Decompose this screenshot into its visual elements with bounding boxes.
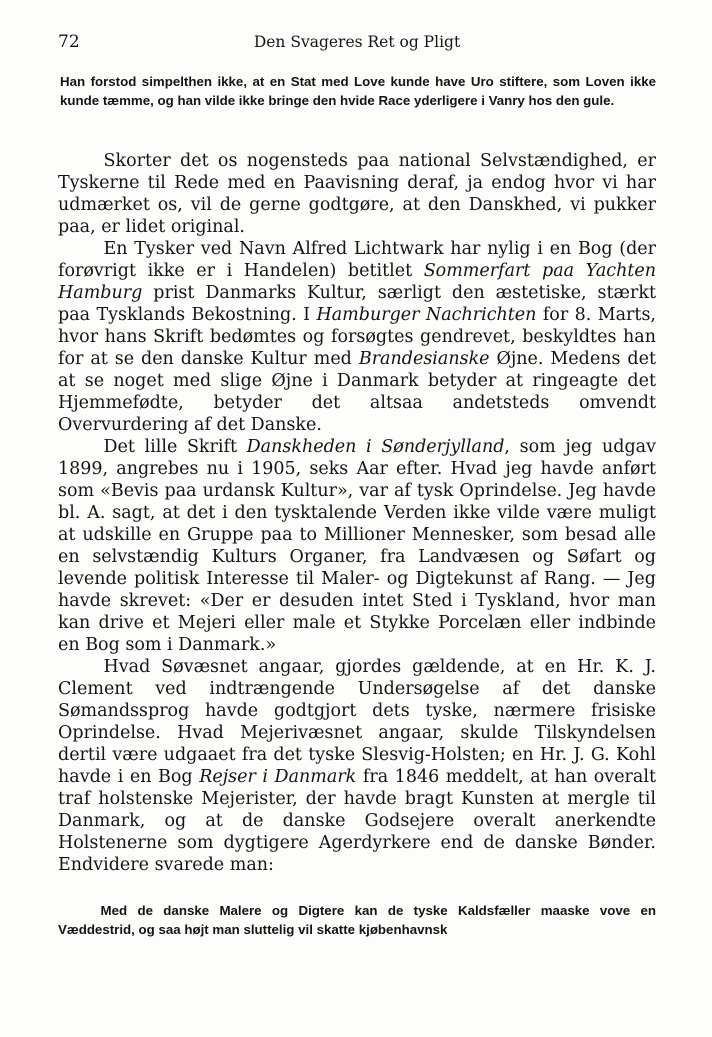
intro-paragraph: Han forstod simpelthen ikke, at en Stat med Love kunde have Uro stiftere, som Loven ikke kunde tæmme, og han vilde ikke bringe den hvide Race yderligere i Vanry hos den gule. bbox=[60, 74, 656, 108]
page-number: 72 bbox=[58, 32, 80, 52]
book-title-danskheden: Danskheden i Sønderjylland bbox=[246, 437, 505, 457]
italic-brandesianske: Brandesianske bbox=[358, 349, 490, 369]
main-text bbox=[58, 150, 656, 876]
book-title-rejser: Rejser i Danmark bbox=[199, 767, 357, 787]
newspaper-title: Hamburger Nachrichten bbox=[316, 305, 537, 325]
paragraph-4: Hvad Søvæsnet angaar, gjordes gældende, at en Hr. K. J. Clement ved indtrængende Undersøgelse af det danske Sømandssprog havde godtgjort dets tyske, nærmere frisiske Oprindelse. Hvad Mejerivæsnet angaar, skulde Tilskyndelsen dertil være udgaaet fra det tyske Slesvig-Holsten; en Hr. J. G. Kohl havde i en Bog Rejser i Danmark fra 1846 meddelt, at han overalt traf holstenske Mejerister, der havde bragt Kunsten at mergle til Danmark, og at de danske Godsejere overalt anerkendte Holstenerne som dygtigere Agerdyrkere end de danske Bønder. Endvidere svarede man: bbox=[58, 657, 656, 875]
running-title: Den Svageres Ret og Pligt bbox=[253, 33, 461, 51]
paragraph-2: En Tysker ved Navn Alfred Lichtwark har nylig i en Bog (der forøvrigt ikke er i Handelen) betitlet Sommerfart paa Yachten Hamburg prist Danmarks Kultur, særligt den æstetiske, stærkt paa Tysklands Bekostning. I Hamburger Nachrichten for 8. Marts, hvor hans Skrift bedømtes og forsøgtes gendrevet, beskyldtes han for at se den danske Kultur med Brandesianske Øjne. Medens det at se noget med slige Øjne i Danmark betyder at ringeagte det Hjemmefødte, betyder det altsaa andetsteds omvendt Overvurdering af det Danske. bbox=[58, 239, 657, 435]
page-header bbox=[58, 32, 656, 58]
paragraph-3: Det lille Skrift Danskheden i Sønderjylland, som jeg udgav 1899, angrebes nu i 1905, seks Aar efter. Hvad jeg havde anført som «Bevis paa urdansk Kultur», var af tysk Oprindelse. Jeg havde bl. A. sagt, at det i den tysktalende Verden ikke vilde være muligt at udskille en Gruppe paa to Millioner Mennesker, som besad alle en selvstændig Kulturs Organer, fra Landvæsen og Søfart og levende politisk Interesse til Maler- og Digtekunst af Rang. — Jeg havde skrevet: «Der er desuden intet Sted i Tyskland, hvor man kan drive et Mejeri eller male et Stykke Porcelæn eller indbinde en Bog som i Danmark.» bbox=[58, 437, 656, 655]
book-title-sommerfart: Sommerfart paa Yachten Hamburg bbox=[58, 261, 656, 303]
book-page bbox=[58, 0, 656, 1037]
quote-paragraph: Med de danske Malere og Digtere kan de tyske Kaldsfæller maaske vove en Væddestrid, og saa højt man sluttelig vil skatte kjøbenhavnsk bbox=[58, 903, 656, 937]
paragraph-1: Skorter det os nogensteds paa national Selvstændighed, er Tyskerne til Rede med en Paavisning deraf, ja endog hvor vi har udmærket os, vil de gerne godtgøre, at den Danskhed, vi pukker paa, er lidet original. bbox=[58, 151, 656, 237]
